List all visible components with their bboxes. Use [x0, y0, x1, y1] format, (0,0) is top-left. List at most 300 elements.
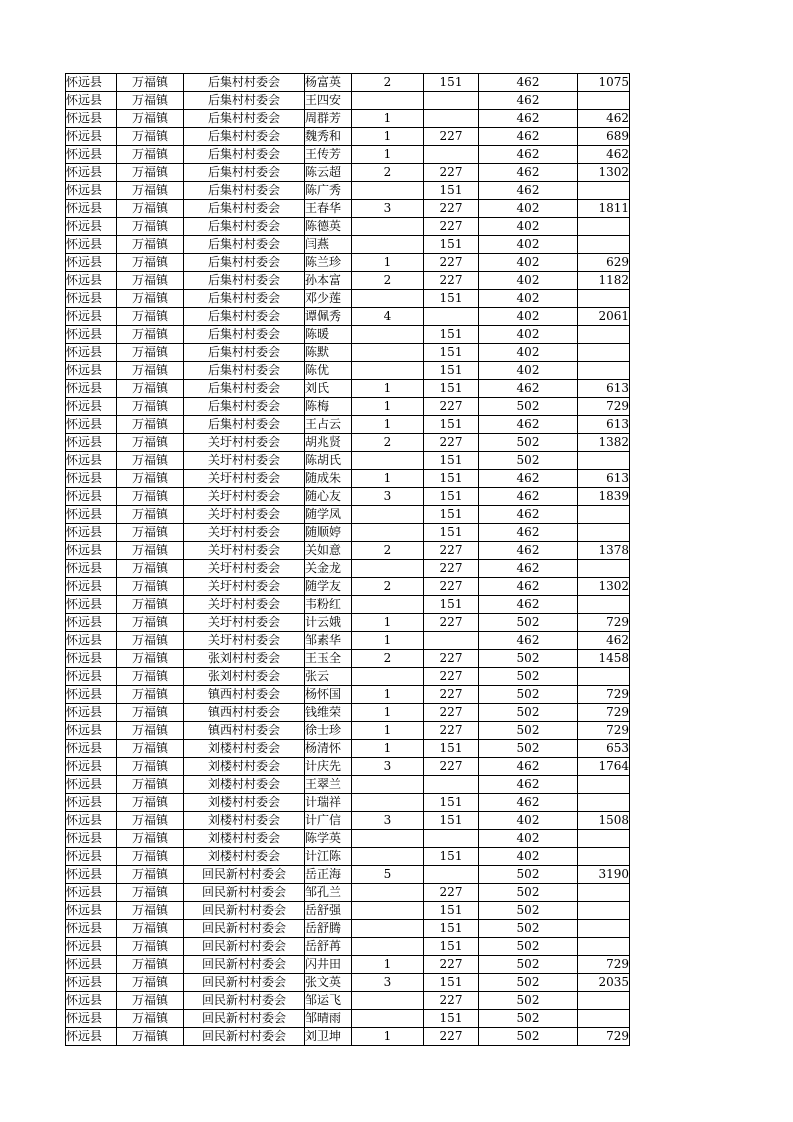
cell-a: 151: [424, 380, 479, 398]
table-row: [66, 416, 630, 434]
cell-town: 万福镇: [117, 452, 184, 470]
cell-a: 227: [424, 542, 479, 560]
cell-total: 729: [578, 398, 630, 416]
cell-people: 1: [352, 632, 424, 650]
cell-a: [424, 830, 479, 848]
table-row: [66, 272, 630, 290]
cell-name: 随心友: [305, 488, 352, 506]
cell-town: 万福镇: [117, 1010, 184, 1028]
cell-town: 万福镇: [117, 218, 184, 236]
cell-village: 回民新村村委会: [184, 956, 305, 974]
cell-a: 151: [424, 524, 479, 542]
cell-name: 陈德英: [305, 218, 352, 236]
table-row: [66, 632, 630, 650]
table-row: [66, 722, 630, 740]
cell-town: 万福镇: [117, 362, 184, 380]
cell-people: 1: [352, 416, 424, 434]
cell-a: 151: [424, 470, 479, 488]
cell-village: 后集村村委会: [184, 182, 305, 200]
cell-county: 怀远县: [66, 470, 117, 488]
cell-people: 3: [352, 200, 424, 218]
cell-people: [352, 596, 424, 614]
cell-name: 陈兰珍: [305, 254, 352, 272]
cell-town: 万福镇: [117, 758, 184, 776]
cell-a: 151: [424, 416, 479, 434]
cell-a: 151: [424, 488, 479, 506]
cell-name: 王传芳: [305, 146, 352, 164]
cell-b: 402: [479, 200, 578, 218]
cell-village: 回民新村村委会: [184, 884, 305, 902]
cell-b: 402: [479, 848, 578, 866]
cell-b: 402: [479, 272, 578, 290]
cell-people: 2: [352, 650, 424, 668]
cell-village: 张刘村村委会: [184, 650, 305, 668]
cell-total: 1508: [578, 812, 630, 830]
cell-b: 462: [479, 164, 578, 182]
cell-county: 怀远县: [66, 218, 117, 236]
cell-village: 刘楼村村委会: [184, 830, 305, 848]
cell-b: 502: [479, 668, 578, 686]
cell-county: 怀远县: [66, 542, 117, 560]
cell-b: 462: [479, 776, 578, 794]
cell-total: 729: [578, 1028, 630, 1046]
cell-town: 万福镇: [117, 722, 184, 740]
cell-name: 王春华: [305, 200, 352, 218]
cell-town: 万福镇: [117, 902, 184, 920]
cell-total: 1764: [578, 758, 630, 776]
table-row: [66, 866, 630, 884]
cell-name: 王四安: [305, 92, 352, 110]
table-row: [66, 182, 630, 200]
cell-county: 怀远县: [66, 128, 117, 146]
cell-town: 万福镇: [117, 110, 184, 128]
cell-county: 怀远县: [66, 668, 117, 686]
table-row: [66, 254, 630, 272]
cell-total: 1302: [578, 578, 630, 596]
data-table: [65, 73, 630, 1046]
cell-b: 462: [479, 794, 578, 812]
cell-town: 万福镇: [117, 812, 184, 830]
cell-village: 回民新村村委会: [184, 938, 305, 956]
cell-b: 462: [479, 758, 578, 776]
cell-b: 502: [479, 686, 578, 704]
cell-name: 计广信: [305, 812, 352, 830]
cell-name: 邹素华: [305, 632, 352, 650]
cell-total: 689: [578, 128, 630, 146]
cell-town: 万福镇: [117, 956, 184, 974]
cell-b: 462: [479, 92, 578, 110]
cell-village: 刘楼村村委会: [184, 812, 305, 830]
cell-total: 3190: [578, 866, 630, 884]
table-row: [66, 452, 630, 470]
cell-total: [578, 92, 630, 110]
cell-a: 227: [424, 722, 479, 740]
cell-county: 怀远县: [66, 938, 117, 956]
cell-name: 计瑞祥: [305, 794, 352, 812]
cell-a: 227: [424, 884, 479, 902]
cell-a: [424, 146, 479, 164]
table-row: [66, 902, 630, 920]
cell-town: 万福镇: [117, 776, 184, 794]
table-row: [66, 128, 630, 146]
cell-a: 151: [424, 596, 479, 614]
cell-a: 151: [424, 740, 479, 758]
cell-total: 1302: [578, 164, 630, 182]
cell-village: 后集村村委会: [184, 92, 305, 110]
cell-people: [352, 920, 424, 938]
cell-village: 刘楼村村委会: [184, 776, 305, 794]
cell-county: 怀远县: [66, 254, 117, 272]
cell-a: 151: [424, 974, 479, 992]
cell-name: 邹运飞: [305, 992, 352, 1010]
cell-name: 钱维荣: [305, 704, 352, 722]
cell-name: 岳正海: [305, 866, 352, 884]
cell-county: 怀远县: [66, 704, 117, 722]
table-row: [66, 578, 630, 596]
cell-people: [352, 506, 424, 524]
cell-b: 502: [479, 992, 578, 1010]
cell-county: 怀远县: [66, 578, 117, 596]
cell-village: 关圩村村委会: [184, 434, 305, 452]
cell-a: 227: [424, 128, 479, 146]
table-row: [66, 110, 630, 128]
cell-people: 2: [352, 578, 424, 596]
cell-name: 韦粉红: [305, 596, 352, 614]
cell-b: 402: [479, 326, 578, 344]
cell-town: 万福镇: [117, 506, 184, 524]
cell-a: 227: [424, 704, 479, 722]
cell-total: [578, 506, 630, 524]
cell-a: 227: [424, 992, 479, 1010]
cell-county: 怀远县: [66, 848, 117, 866]
cell-name: 胡兆贤: [305, 434, 352, 452]
cell-village: 后集村村委会: [184, 398, 305, 416]
cell-total: [578, 830, 630, 848]
cell-total: [578, 236, 630, 254]
cell-b: 502: [479, 956, 578, 974]
cell-total: [578, 884, 630, 902]
cell-village: 张刘村村委会: [184, 668, 305, 686]
cell-town: 万福镇: [117, 848, 184, 866]
cell-b: 502: [479, 938, 578, 956]
cell-name: 张文英: [305, 974, 352, 992]
cell-name: 岳舒苒: [305, 938, 352, 956]
cell-town: 万福镇: [117, 686, 184, 704]
cell-village: 后集村村委会: [184, 344, 305, 362]
cell-town: 万福镇: [117, 632, 184, 650]
cell-town: 万福镇: [117, 974, 184, 992]
cell-name: 孙本富: [305, 272, 352, 290]
cell-town: 万福镇: [117, 704, 184, 722]
cell-village: 后集村村委会: [184, 416, 305, 434]
cell-people: [352, 830, 424, 848]
cell-county: 怀远县: [66, 380, 117, 398]
cell-total: [578, 182, 630, 200]
cell-town: 万福镇: [117, 866, 184, 884]
cell-b: 502: [479, 434, 578, 452]
cell-village: 镇西村村委会: [184, 704, 305, 722]
cell-name: 关如意: [305, 542, 352, 560]
cell-town: 万福镇: [117, 344, 184, 362]
cell-people: [352, 668, 424, 686]
cell-county: 怀远县: [66, 308, 117, 326]
cell-b: 402: [479, 830, 578, 848]
cell-town: 万福镇: [117, 938, 184, 956]
cell-county: 怀远县: [66, 164, 117, 182]
cell-town: 万福镇: [117, 884, 184, 902]
cell-b: 502: [479, 704, 578, 722]
cell-name: 杨清怀: [305, 740, 352, 758]
cell-county: 怀远县: [66, 1010, 117, 1028]
table-row: [66, 398, 630, 416]
cell-people: [352, 902, 424, 920]
cell-a: [424, 776, 479, 794]
cell-village: 后集村村委会: [184, 308, 305, 326]
cell-town: 万福镇: [117, 740, 184, 758]
table-row: [66, 614, 630, 632]
cell-people: [352, 236, 424, 254]
cell-town: 万福镇: [117, 992, 184, 1010]
cell-name: 计江陈: [305, 848, 352, 866]
cell-village: 后集村村委会: [184, 254, 305, 272]
cell-b: 462: [479, 632, 578, 650]
table-row: [66, 794, 630, 812]
cell-total: 729: [578, 704, 630, 722]
cell-people: 1: [352, 128, 424, 146]
table-row: [66, 740, 630, 758]
cell-name: 张云: [305, 668, 352, 686]
cell-people: 1: [352, 398, 424, 416]
cell-a: 151: [424, 74, 479, 92]
cell-name: 随学凤: [305, 506, 352, 524]
table-row: [66, 974, 630, 992]
cell-county: 怀远县: [66, 992, 117, 1010]
cell-total: 613: [578, 380, 630, 398]
cell-county: 怀远县: [66, 830, 117, 848]
cell-village: 后集村村委会: [184, 272, 305, 290]
cell-people: 1: [352, 146, 424, 164]
cell-b: 502: [479, 884, 578, 902]
cell-town: 万福镇: [117, 164, 184, 182]
cell-town: 万福镇: [117, 74, 184, 92]
table-row: [66, 488, 630, 506]
cell-county: 怀远县: [66, 326, 117, 344]
cell-total: 613: [578, 470, 630, 488]
cell-town: 万福镇: [117, 380, 184, 398]
cell-name: 王翠兰: [305, 776, 352, 794]
cell-village: 后集村村委会: [184, 110, 305, 128]
cell-total: 2061: [578, 308, 630, 326]
table-row: [66, 524, 630, 542]
cell-b: 402: [479, 236, 578, 254]
cell-name: 岳舒强: [305, 902, 352, 920]
cell-county: 怀远县: [66, 902, 117, 920]
cell-village: 后集村村委会: [184, 290, 305, 308]
cell-a: 227: [424, 560, 479, 578]
cell-people: [352, 1010, 424, 1028]
table-row: [66, 596, 630, 614]
cell-people: 2: [352, 74, 424, 92]
cell-name: 谭佩秀: [305, 308, 352, 326]
cell-b: 502: [479, 650, 578, 668]
cell-people: 1: [352, 380, 424, 398]
cell-people: [352, 938, 424, 956]
cell-village: 关圩村村委会: [184, 578, 305, 596]
cell-name: 邹晴雨: [305, 1010, 352, 1028]
cell-people: 5: [352, 866, 424, 884]
cell-name: 陈梅: [305, 398, 352, 416]
cell-village: 镇西村村委会: [184, 686, 305, 704]
cell-people: 1: [352, 722, 424, 740]
cell-village: 关圩村村委会: [184, 452, 305, 470]
cell-town: 万福镇: [117, 182, 184, 200]
cell-county: 怀远县: [66, 794, 117, 812]
cell-village: 关圩村村委会: [184, 560, 305, 578]
cell-people: [352, 452, 424, 470]
table-row: [66, 470, 630, 488]
cell-name: 邹孔兰: [305, 884, 352, 902]
cell-village: 关圩村村委会: [184, 614, 305, 632]
cell-b: 462: [479, 596, 578, 614]
cell-village: 回民新村村委会: [184, 1010, 305, 1028]
cell-town: 万福镇: [117, 794, 184, 812]
cell-county: 怀远县: [66, 956, 117, 974]
cell-village: 后集村村委会: [184, 218, 305, 236]
cell-name: 杨富英: [305, 74, 352, 92]
cell-b: 502: [479, 974, 578, 992]
cell-total: [578, 218, 630, 236]
cell-total: 2035: [578, 974, 630, 992]
cell-county: 怀远县: [66, 974, 117, 992]
cell-village: 回民新村村委会: [184, 1028, 305, 1046]
cell-village: 刘楼村村委会: [184, 848, 305, 866]
table-row: [66, 884, 630, 902]
cell-a: [424, 632, 479, 650]
cell-village: 后集村村委会: [184, 200, 305, 218]
cell-county: 怀远县: [66, 614, 117, 632]
cell-people: 1: [352, 704, 424, 722]
cell-town: 万福镇: [117, 614, 184, 632]
cell-county: 怀远县: [66, 362, 117, 380]
cell-people: [352, 182, 424, 200]
cell-total: 629: [578, 254, 630, 272]
cell-people: 1: [352, 686, 424, 704]
table-row: [66, 668, 630, 686]
cell-b: 402: [479, 218, 578, 236]
cell-b: 502: [479, 1010, 578, 1028]
cell-town: 万福镇: [117, 578, 184, 596]
cell-people: [352, 92, 424, 110]
cell-town: 万福镇: [117, 398, 184, 416]
cell-a: 151: [424, 362, 479, 380]
cell-b: 462: [479, 128, 578, 146]
cell-b: 462: [479, 470, 578, 488]
cell-town: 万福镇: [117, 200, 184, 218]
cell-a: 151: [424, 506, 479, 524]
cell-total: [578, 920, 630, 938]
cell-town: 万福镇: [117, 416, 184, 434]
table-row: [66, 434, 630, 452]
cell-village: 后集村村委会: [184, 146, 305, 164]
cell-b: 462: [479, 380, 578, 398]
table-row: [66, 992, 630, 1010]
cell-b: 502: [479, 920, 578, 938]
cell-name: 刘氏: [305, 380, 352, 398]
cell-name: 周群芳: [305, 110, 352, 128]
cell-village: 回民新村村委会: [184, 920, 305, 938]
cell-county: 怀远县: [66, 182, 117, 200]
cell-people: 4: [352, 308, 424, 326]
cell-town: 万福镇: [117, 470, 184, 488]
cell-total: 1458: [578, 650, 630, 668]
table-row: [66, 74, 630, 92]
cell-people: 3: [352, 812, 424, 830]
cell-b: 462: [479, 110, 578, 128]
cell-total: [578, 290, 630, 308]
table-row: [66, 362, 630, 380]
cell-village: 后集村村委会: [184, 380, 305, 398]
cell-county: 怀远县: [66, 74, 117, 92]
cell-total: 653: [578, 740, 630, 758]
table-row: [66, 344, 630, 362]
cell-b: 402: [479, 290, 578, 308]
table-row: [66, 146, 630, 164]
cell-county: 怀远县: [66, 146, 117, 164]
cell-village: 关圩村村委会: [184, 524, 305, 542]
cell-b: 502: [479, 398, 578, 416]
table-row: [66, 218, 630, 236]
cell-village: 刘楼村村委会: [184, 758, 305, 776]
cell-b: 462: [479, 524, 578, 542]
cell-people: 1: [352, 254, 424, 272]
cell-a: [424, 92, 479, 110]
cell-total: [578, 524, 630, 542]
cell-county: 怀远县: [66, 272, 117, 290]
cell-b: 402: [479, 254, 578, 272]
cell-a: 151: [424, 920, 479, 938]
cell-town: 万福镇: [117, 830, 184, 848]
cell-b: 462: [479, 416, 578, 434]
cell-b: 502: [479, 722, 578, 740]
cell-name: 魏秀和: [305, 128, 352, 146]
cell-total: 729: [578, 722, 630, 740]
cell-total: [578, 668, 630, 686]
cell-a: 227: [424, 398, 479, 416]
cell-name: 关金龙: [305, 560, 352, 578]
cell-town: 万福镇: [117, 1028, 184, 1046]
cell-county: 怀远县: [66, 434, 117, 452]
cell-b: 402: [479, 308, 578, 326]
cell-total: [578, 938, 630, 956]
cell-town: 万福镇: [117, 146, 184, 164]
cell-village: 后集村村委会: [184, 128, 305, 146]
cell-village: 后集村村委会: [184, 362, 305, 380]
table-row: [66, 326, 630, 344]
cell-county: 怀远县: [66, 866, 117, 884]
cell-name: 计云娥: [305, 614, 352, 632]
cell-people: [352, 848, 424, 866]
table-row: [66, 758, 630, 776]
cell-name: 随成朱: [305, 470, 352, 488]
cell-village: 后集村村委会: [184, 326, 305, 344]
cell-a: 151: [424, 290, 479, 308]
table-row: [66, 704, 630, 722]
table-body: [66, 74, 630, 1046]
table-row: [66, 920, 630, 938]
cell-total: 1839: [578, 488, 630, 506]
cell-county: 怀远县: [66, 758, 117, 776]
cell-village: 回民新村村委会: [184, 866, 305, 884]
